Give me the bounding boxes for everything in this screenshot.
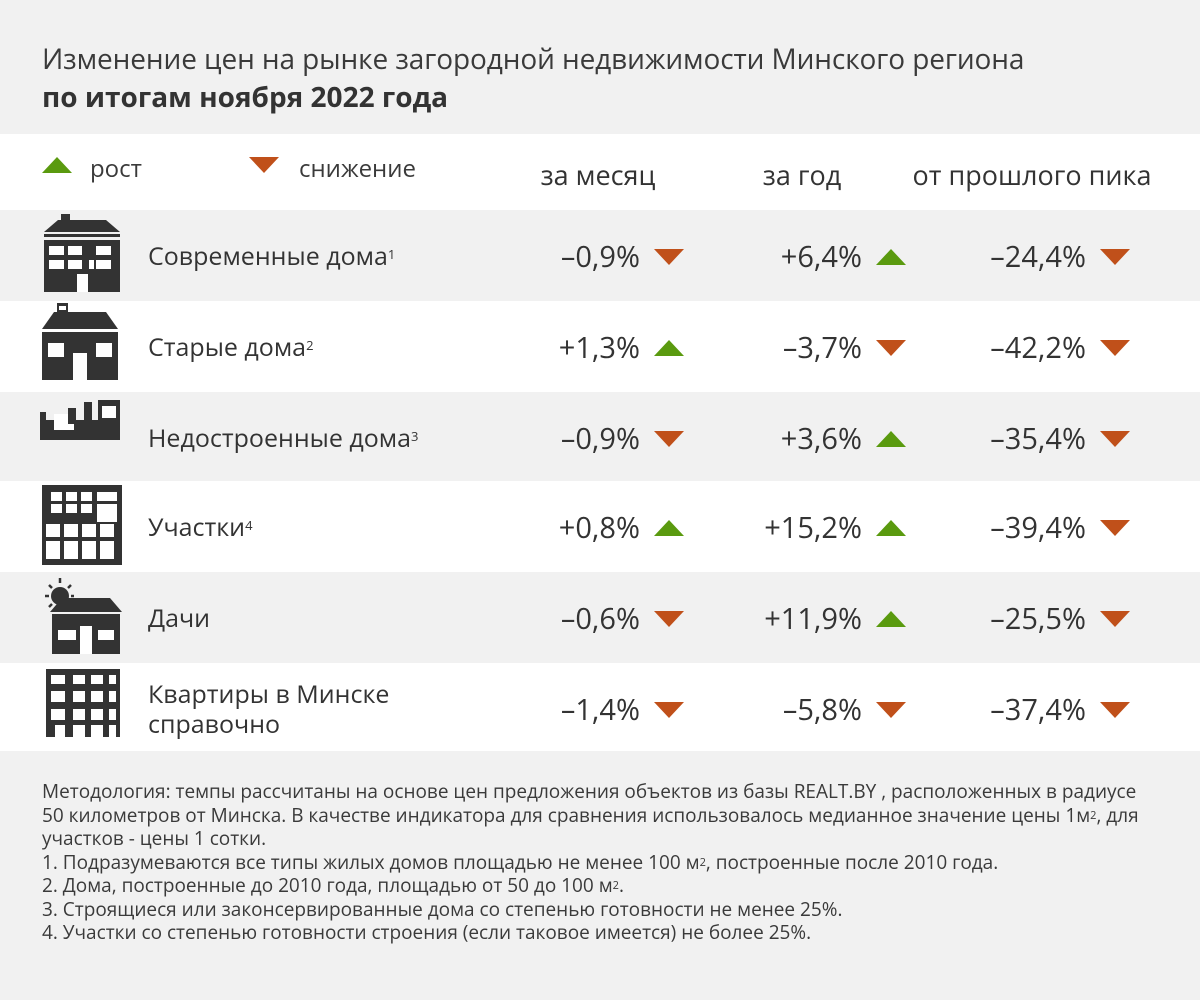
legend-down-label: снижение [299, 152, 416, 185]
value-cell: –0,9% [560, 237, 640, 276]
table-row [0, 210, 1200, 301]
value-cell: +0,8% [558, 508, 640, 547]
column-header-year: за год [762, 156, 842, 193]
down-triangle-icon [1100, 431, 1130, 447]
table-row [0, 392, 1200, 481]
apartment-building-icon [40, 665, 126, 751]
value-cell: –37,4% [990, 690, 1086, 729]
up-triangle-icon [876, 431, 906, 447]
unfinished-house-icon [40, 394, 126, 480]
value-cell: +1,3% [558, 328, 640, 367]
footnote-1: 1. Подразумеваются все типы жилых домов площадью не менее 100 $м^2$, построенные после 2010 года. [42, 848, 999, 875]
row-label: Недостроенные дома$^3$ [148, 421, 419, 455]
table-row [0, 663, 1200, 751]
down-triangle-icon [1100, 611, 1130, 627]
footnote-2: 2. Дома, построенные до 2010 года, площадью от 50 до 100 $м^2$. [42, 872, 624, 898]
down-triangle-icon [1100, 340, 1130, 356]
legend-up-label: рост [90, 152, 142, 185]
value-cell: –24,4% [990, 237, 1086, 276]
column-header-peak: от прошлого пика [912, 156, 1152, 193]
value-cell: –35,4% [990, 419, 1086, 458]
footnote-3: 3. Строящиеся или законсервированные дома со степенью готовности не менее 25%. [42, 895, 843, 922]
modern-house-icon [40, 212, 126, 298]
footnotes [42, 780, 1162, 945]
row-label: Старые дома$^2$ [148, 330, 314, 364]
down-triangle-icon [1100, 702, 1130, 718]
table-row [0, 481, 1200, 572]
chart-subtitle: по итогам ноября 2022 года [42, 78, 449, 116]
footnote-4: 4. Участки со степенью готовности строения (если таковое имеется) не более 25%. [42, 919, 812, 945]
value-cell: –0,9% [560, 419, 640, 458]
value-cell: +6,4% [780, 237, 862, 276]
value-cell: –42,2% [990, 328, 1086, 367]
down-triangle-icon [876, 702, 906, 718]
value-cell: –5,8% [782, 690, 862, 729]
up-triangle-icon [876, 520, 906, 536]
row-label: Дачи [148, 601, 211, 635]
value-cell: +3,6% [780, 419, 862, 458]
down-triangle-icon [654, 431, 684, 447]
column-header-month: за месяц [540, 156, 656, 193]
up-triangle-icon [42, 157, 72, 173]
up-triangle-icon [654, 340, 684, 356]
down-triangle-icon [876, 340, 906, 356]
legend-row [0, 134, 1200, 210]
down-triangle-icon [654, 702, 684, 718]
up-triangle-icon [876, 249, 906, 265]
value-cell: –25,5% [990, 599, 1086, 638]
value-cell: +15,2% [764, 508, 862, 547]
value-cell: –1,4% [560, 690, 640, 729]
down-triangle-icon [1100, 520, 1130, 536]
down-triangle-icon [1100, 249, 1130, 265]
value-cell: –3,7% [782, 328, 862, 367]
land-plot-icon [40, 483, 126, 569]
row-label: Квартиры в Минске справочно [148, 677, 390, 741]
chart-title: Изменение цен на рынке загородной недвижимости Минского региона [42, 40, 1025, 78]
down-triangle-icon [654, 249, 684, 265]
dacha-icon [40, 574, 126, 660]
header [0, 0, 1200, 134]
value-cell: –0,6% [560, 599, 640, 638]
row-label: Современные дома$^1$ [148, 239, 396, 273]
table-row [0, 572, 1200, 663]
old-house-icon [40, 303, 126, 389]
up-triangle-icon [876, 611, 906, 627]
down-triangle-icon [249, 157, 279, 173]
down-triangle-icon [654, 611, 684, 627]
value-cell: –39,4% [990, 508, 1086, 547]
value-cell: +11,9% [764, 599, 862, 638]
methodology-note: Методология: темпы рассчитаны на основе цен предложения объектов из базы REALT.BY , расположенных в радиусе 50 километров от Минска. В качестве индикатора для сравнения использовалось медианное значение цены $1м^2$, для участков - цены 1 сотки. [42, 778, 1139, 851]
row-label: Участки$^4$ [148, 510, 253, 544]
up-triangle-icon [654, 520, 684, 536]
table-row [0, 301, 1200, 392]
